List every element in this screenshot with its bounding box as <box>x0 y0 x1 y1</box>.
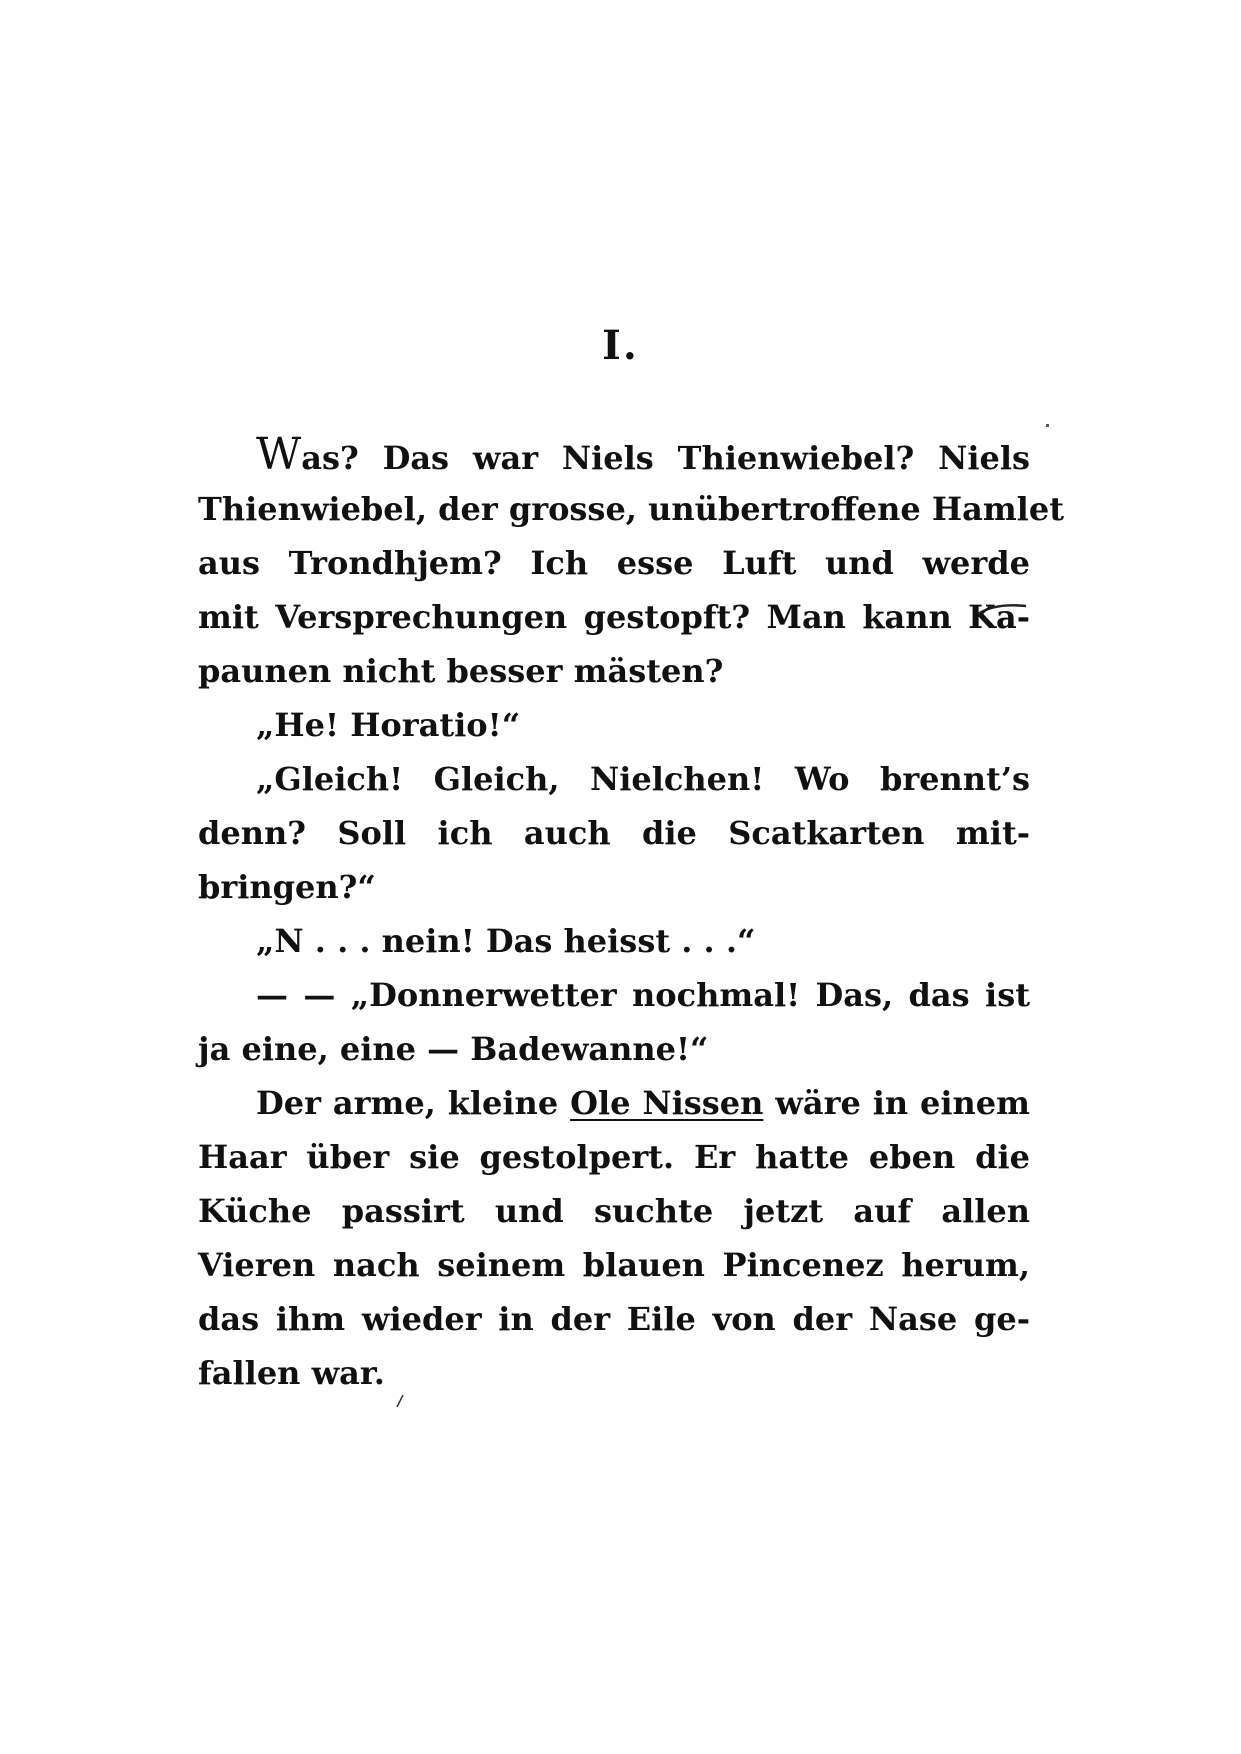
text-line: Küche passirt und suchte jetzt auf allen <box>198 1192 1030 1230</box>
text-line: Thienwiebel, der grosse, unübertroffene Hamlet <box>198 490 1064 528</box>
text-line: „Gleich! Gleich, Nielchen! Wo brennt’s <box>256 760 1030 798</box>
text-line: „He! Horatio!“ <box>256 706 521 744</box>
text-line <box>198 1076 1030 1130</box>
margin-dot-mark <box>1046 424 1049 427</box>
text-line <box>198 428 1030 482</box>
text-line: Haar über sie gestolpert. Er hatte eben die <box>198 1138 1030 1176</box>
text-fragment: as? Das war Niels Thienwiebel? Niels <box>301 439 1030 477</box>
text-line: bringen?“ <box>198 868 376 906</box>
text-line: „N . . . nein! Das heisst . . .“ <box>256 922 756 960</box>
text-fragment: wäre in einem <box>763 1084 1030 1122</box>
text-line: Vieren nach seinem blauen Pincenez herum, <box>198 1246 1030 1284</box>
initial-letter: W <box>256 429 302 480</box>
text-line: denn? Soll ich auch die Scatkarten mit- <box>198 814 1030 852</box>
text-line: fallen war. <box>198 1354 385 1392</box>
body-text <box>198 428 1064 1400</box>
text-line: mit Versprechungen gestopft? Man kann Ka- <box>198 598 1030 636</box>
text-line: das ihm wieder in der Eile von der Nase ge- <box>198 1300 1030 1338</box>
chapter-heading: I. <box>602 322 639 369</box>
text-fragment: Der arme, kleine <box>256 1084 571 1122</box>
text-line: paunen nicht besser mästen? <box>198 652 724 690</box>
text-line: — — „Donnerwetter nochmal! Das, das ist <box>256 976 1030 1014</box>
text-line: ja eine, eine — Badewanne!“ <box>198 1030 709 1068</box>
text-line: aus Trondhjem? Ich esse Luft und werde <box>198 544 1030 582</box>
underlined-name: Ole Nissen <box>570 1084 764 1122</box>
